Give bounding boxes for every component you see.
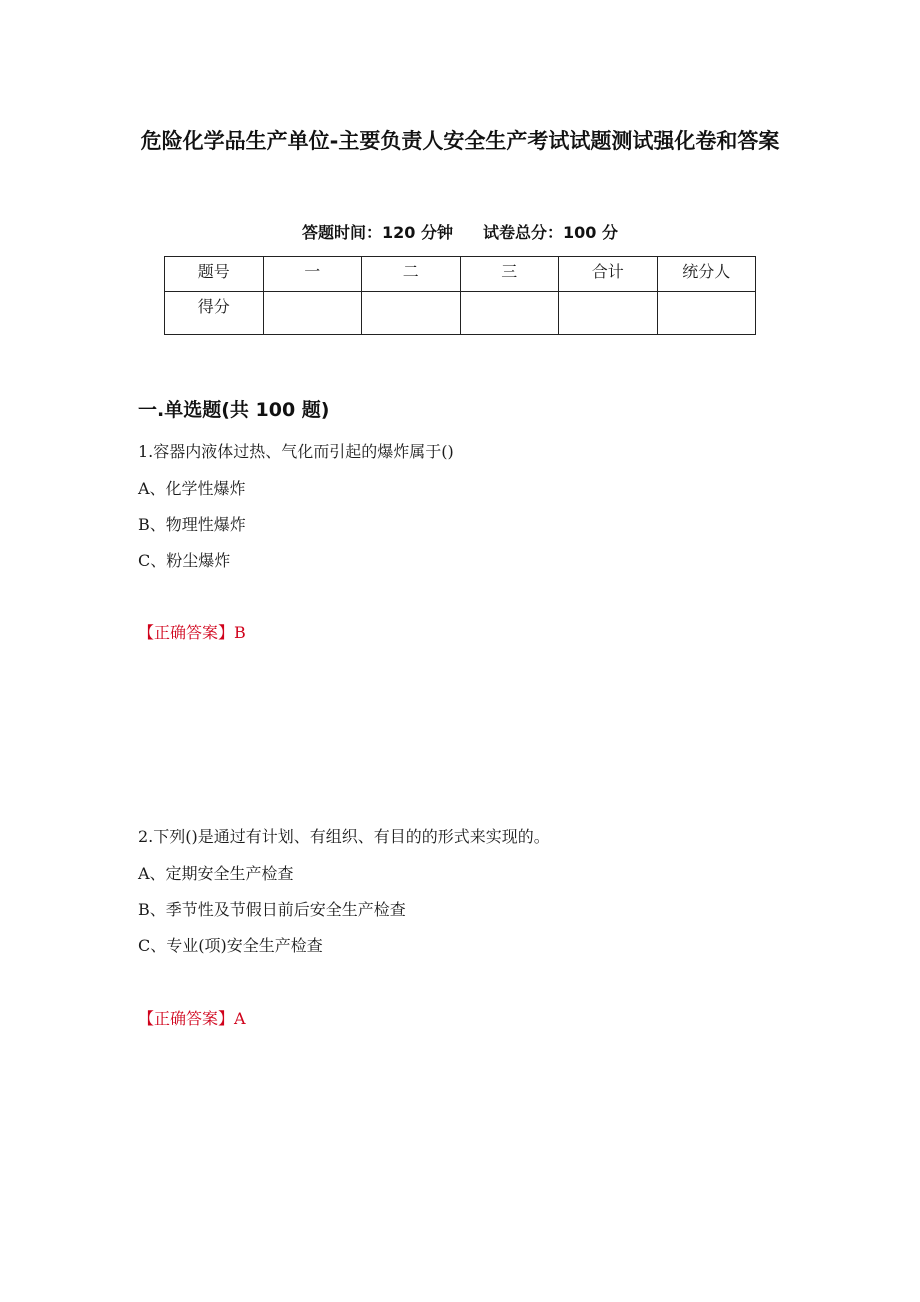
question-option-b: B、季节性及节假日前后安全生产检查 bbox=[138, 900, 406, 919]
question-option-b: B、物理性爆炸 bbox=[138, 515, 246, 534]
question-stem: 2.下列()是通过有计划、有组织、有目的的形式来实现的。 bbox=[138, 827, 550, 846]
score-cell bbox=[263, 292, 362, 335]
page-title: 危险化学品生产单位-主要负责人安全生产考试试题测试强化卷和答案 bbox=[140, 129, 780, 153]
exam-time: 答题时间：120 分钟 bbox=[302, 223, 453, 242]
correct-answer bbox=[138, 620, 246, 643]
score-cell bbox=[657, 292, 756, 335]
answer-label: 【正确答案】 bbox=[138, 1009, 235, 1028]
score-table-header-cell: 三 bbox=[460, 257, 559, 292]
question-option-a: A、化学性爆炸 bbox=[138, 479, 246, 498]
question-stem: 1.容器内液体过热、气化而引起的爆炸属于() bbox=[138, 442, 454, 461]
question-option-c: C、粉尘爆炸 bbox=[138, 551, 231, 570]
score-table-header-cell: 二 bbox=[362, 257, 461, 292]
exam-meta bbox=[0, 220, 920, 243]
section-heading: 一.单选题(共 100 题) bbox=[138, 399, 330, 421]
score-table-header-cell: 题号 bbox=[165, 257, 264, 292]
score-cell bbox=[559, 292, 658, 335]
question-option-c: C、专业(项)安全生产检查 bbox=[138, 936, 323, 955]
score-row-label: 得分 bbox=[165, 292, 264, 335]
correct-answer bbox=[138, 1006, 246, 1029]
exam-total-score: 试卷总分：100 分 bbox=[483, 223, 618, 242]
score-table-header-cell: 统分人 bbox=[657, 257, 756, 292]
score-table-header-cell: 一 bbox=[263, 257, 362, 292]
answer-value: A bbox=[234, 1009, 246, 1028]
score-table bbox=[164, 256, 756, 335]
score-table-score-row bbox=[165, 292, 756, 335]
answer-label: 【正确答案】 bbox=[138, 623, 235, 642]
score-cell bbox=[362, 292, 461, 335]
score-table-header-cell: 合计 bbox=[559, 257, 658, 292]
score-cell bbox=[460, 292, 559, 335]
answer-value: B bbox=[234, 623, 246, 642]
question-option-a: A、定期安全生产检查 bbox=[138, 864, 294, 883]
score-table-header-row bbox=[165, 257, 756, 292]
